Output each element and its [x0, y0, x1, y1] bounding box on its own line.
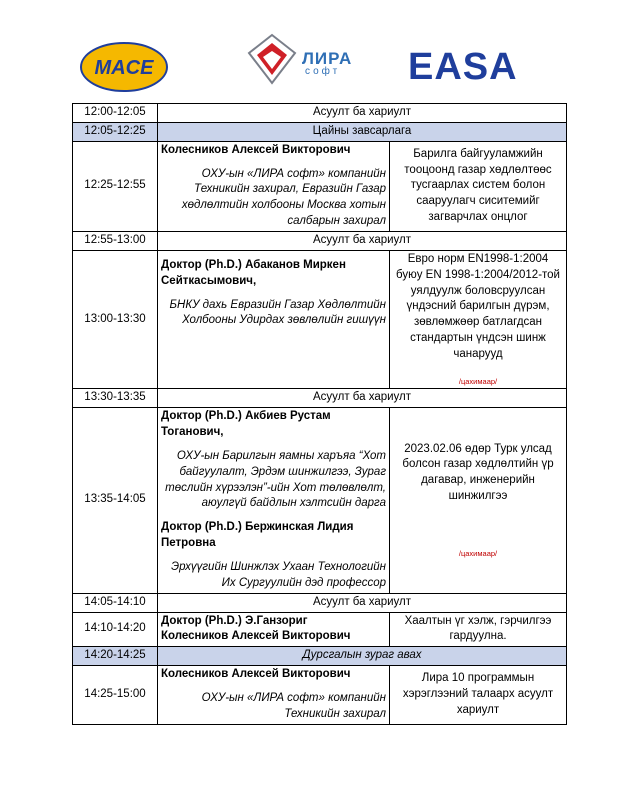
speaker-cell [158, 250, 390, 388]
speaker-role: БНКУ дахь Евразийн Газар Хөдлөлтийн Холбооны Удирдах зөвлөлийн гишүүн [169, 298, 386, 327]
table-row [73, 232, 567, 251]
easa-logo: EASA [408, 46, 518, 88]
time-cell: 12:25-12:55 [73, 141, 158, 231]
topic-cell: Барилга байгууламжийн тооцоонд газар хөдлөлтөөс тусгаарлах систем болон сааруулагч сиситемийг загварчлах онцлог [390, 141, 567, 231]
table-row [73, 122, 567, 141]
session-title: Асуулт ба хариулт [158, 104, 567, 123]
topic-cell [390, 250, 567, 388]
session-title: Асуулт ба хариулт [158, 232, 567, 251]
topic-text: 2023.02.06 өдөр Турк улсад болсон газар хөдлөлтийн үр дагавар, инженерийн шинжилгээ [402, 442, 554, 503]
session-title: Цайны завсарлага [158, 122, 567, 141]
table-row [73, 593, 567, 612]
topic-cell [390, 408, 567, 594]
table-row [73, 389, 567, 408]
speaker-cell [158, 612, 390, 647]
time-cell: 13:30-13:35 [73, 389, 158, 408]
table-row [73, 104, 567, 123]
table-row [73, 141, 567, 231]
lira-logo-text: ЛИРА [302, 49, 353, 68]
time-cell: 14:20-14:25 [73, 647, 158, 666]
speaker-role: ОХУ-ын «ЛИРА софт» компанийн Техникийн захирал [201, 691, 386, 720]
time-cell: 14:25-15:00 [73, 666, 158, 725]
session-title: Дурсгалын зураг авах [158, 647, 567, 666]
session-title: Асуулт ба хариулт [158, 593, 567, 612]
time-cell: 14:10-14:20 [73, 612, 158, 647]
lira-logo-subtext: софт [305, 66, 341, 77]
mace-logo-text: MACE [94, 57, 154, 79]
speaker-role: ОХУ-ын «ЛИРА софт» компанийн Техникийн захирал, Евразийн Газар хөдлөлтийн холбооны Москва хотын салбарын захирал [181, 167, 386, 228]
speaker-name: Доктор (Ph.D.) Бержинская Лидия Петровна [161, 521, 354, 550]
table-row [73, 666, 567, 725]
topic-text: Евро норм EN1998-1:2004 буюу EN 1998-1:2004/2012-той уялдуулж боловсруулсан үндэсний барилгын дүрэм, зөвлөмжөөр батлагдсан стандартын үндсэн шинж чанарууд [396, 252, 560, 361]
header-logos [0, 0, 618, 100]
speaker-name: Доктор (Ph.D.) Абаканов Миркен Сейткасымович, [161, 258, 346, 287]
mace-logo [80, 42, 168, 92]
time-cell: 13:35-14:05 [73, 408, 158, 594]
topic-cell: Лира 10 программын хэрэглээний талаарх асуулт хариулт [390, 666, 567, 725]
speaker-name: Доктор (Ph.D.) Э.Ганзориг Колесников Алексей Викторович [161, 614, 351, 643]
speaker-name: Колесников Алексей Викторович [161, 668, 351, 681]
time-cell: 12:00-12:05 [73, 104, 158, 123]
schedule-table [72, 103, 567, 725]
session-title: Асуулт ба хариулт [158, 389, 567, 408]
speaker-name: Доктор (Ph.D.) Акбиев Рустам Тоганович, [161, 410, 331, 438]
time-cell: 12:05-12:25 [73, 122, 158, 141]
table-row [73, 408, 567, 594]
table-row [73, 647, 567, 666]
speaker-cell [158, 141, 390, 231]
speaker-name: Колесников Алексей Викторович [161, 143, 351, 156]
table-row [73, 612, 567, 647]
online-note: /цахимаар/ [458, 376, 498, 386]
table-row [73, 250, 567, 388]
online-note: /цахимаар/ [458, 548, 498, 558]
speaker-cell [158, 408, 390, 594]
time-cell: 14:05-14:10 [73, 593, 158, 612]
time-cell: 12:55-13:00 [73, 232, 158, 251]
speaker-cell [158, 666, 390, 725]
topic-cell: Хаалтын үг хэлж, гэрчилгээ гардуулна. [390, 612, 567, 647]
time-cell: 13:00-13:30 [73, 250, 158, 388]
speaker-role: ОХУ-ын Барилгын яамны харъяа “Хот байгуулалт, Эрдэм шинжилгээ, Зураг төслийн хүрээлэн”-ийн Хот төлөвлөлт, аюулгүй байдлын хэлтсийн дарга [165, 449, 386, 510]
speaker-role: Эрхүүгийн Шинжлэх Ухаан Технологийн Их Сургуулийн дэд профессор [171, 560, 386, 589]
